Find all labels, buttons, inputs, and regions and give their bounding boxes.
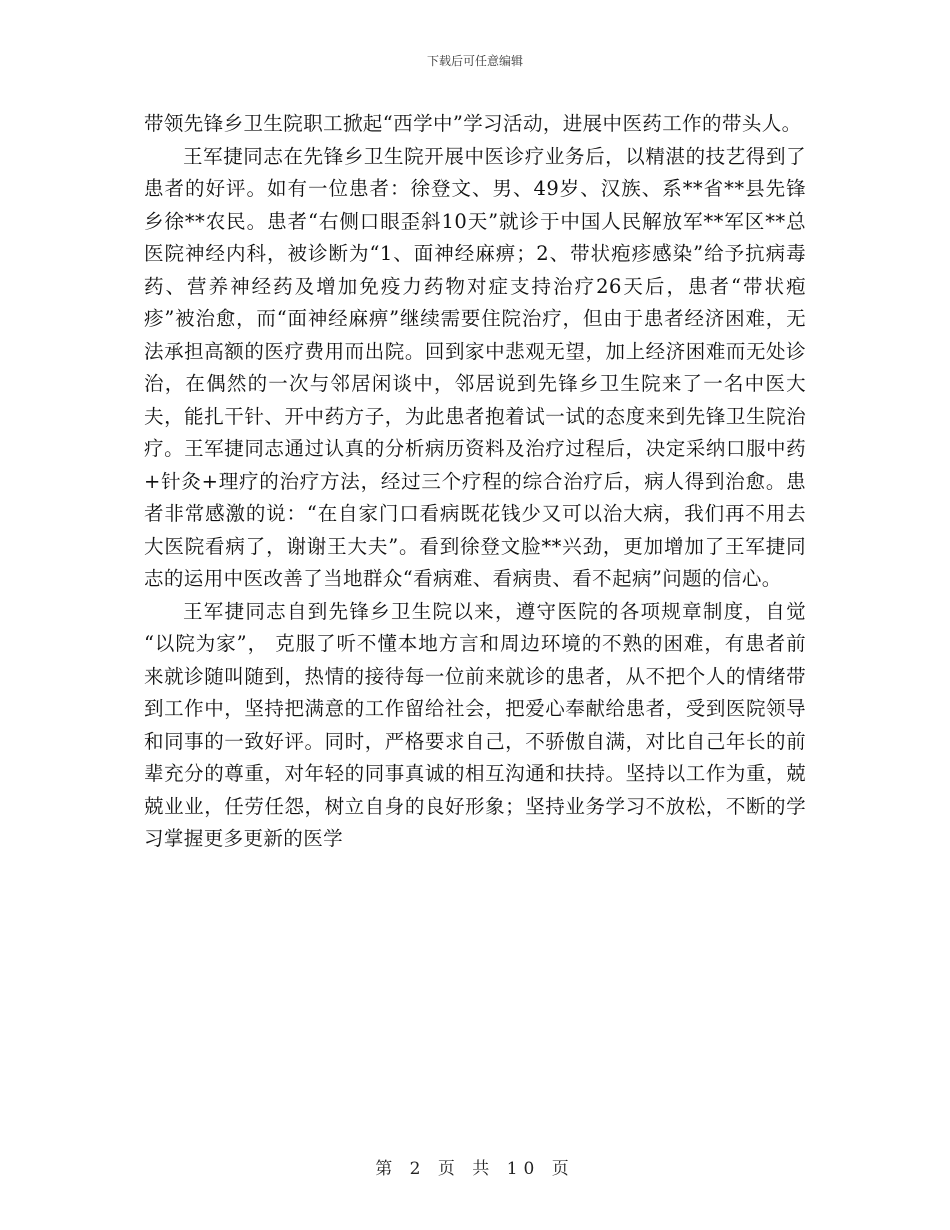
page-header: 下载后可任意编辑 — [426, 54, 523, 68]
page-number: 第 2 页 共 10 页 — [375, 1159, 575, 1179]
paragraph-patient-case: 王军捷同志在先锋乡卫生院开展中医诊疗业务后，以精湛的技艺得到了患者的好评。如有一位患者：徐登文、男、49岁、汉族、系**省**县先锋乡徐**农民。患者“右侧口眼歪斜10天”就诊于中国人民解放军**军区**总医院神经内科，被诊断为“1、面神经麻痹；2、带状疱疹感染”给予抗病毒药、营养神经药及增加免疫力药物对症支持治疗26天后，患者“带状疱疹”被治愈，而“面神经麻痹”继续需要住院治疗，但由于患者经济困难，无法承担高额的医疗费用而出院。回到家中悲观无望，加上经济困难而无处诊治，在偶然的一次与邻居闲谈中，邻居说到先锋乡卫生院来了一名中医大夫，能扎干针、开中药方子，为此患者抱着试一试的态度来到先锋卫生院治疗。王军捷同志通过认真的分析病历资料及治疗过程后，决定采纳口服中药+针灸+理疗的治疗方法，经过三个疗程的综合治疗后，病人得到治愈。患者非常感激的说：“在自家门口看病既花钱少又可以治大病，我们再不用去大医院看病了，谢谢王大夫”。看到徐登文脸**兴劲，更加增加了王军捷同志的运用中医改善了当地群众“看病难、看病贵、看不起病”问题的信心。 — [144, 144, 806, 590]
document-body — [144, 108, 806, 856]
paragraph-continuation: 带领先锋乡卫生院职工掀起“西学中”学习活动，进展中医药工作的带头人。 — [144, 112, 802, 135]
paragraph-work-attitude: 王军捷同志自到先锋乡卫生院以来，遵守医院的各项规章制度，自觉 “以院为家”， 克服了听不懂本地方言和周边环境的不熟的困难，有患者前来就诊随叫随到，热情的接待每一位前来就诊的患者，从不把个人的情绪带到工作中，坚持把满意的工作留给社会，把爱心奉献给患者，受到医院领导和同事的一致好评。同时，严格要求自己，不骄傲自满，对比自己年长的前辈充分的尊重，对年轻的同事真诚的相互沟通和扶持。坚持以工作为重，兢兢业业，任劳任怨，树立自身的良好形象；坚持业务学习不放松，不断的学习掌握更多更新的医学 — [144, 599, 806, 850]
